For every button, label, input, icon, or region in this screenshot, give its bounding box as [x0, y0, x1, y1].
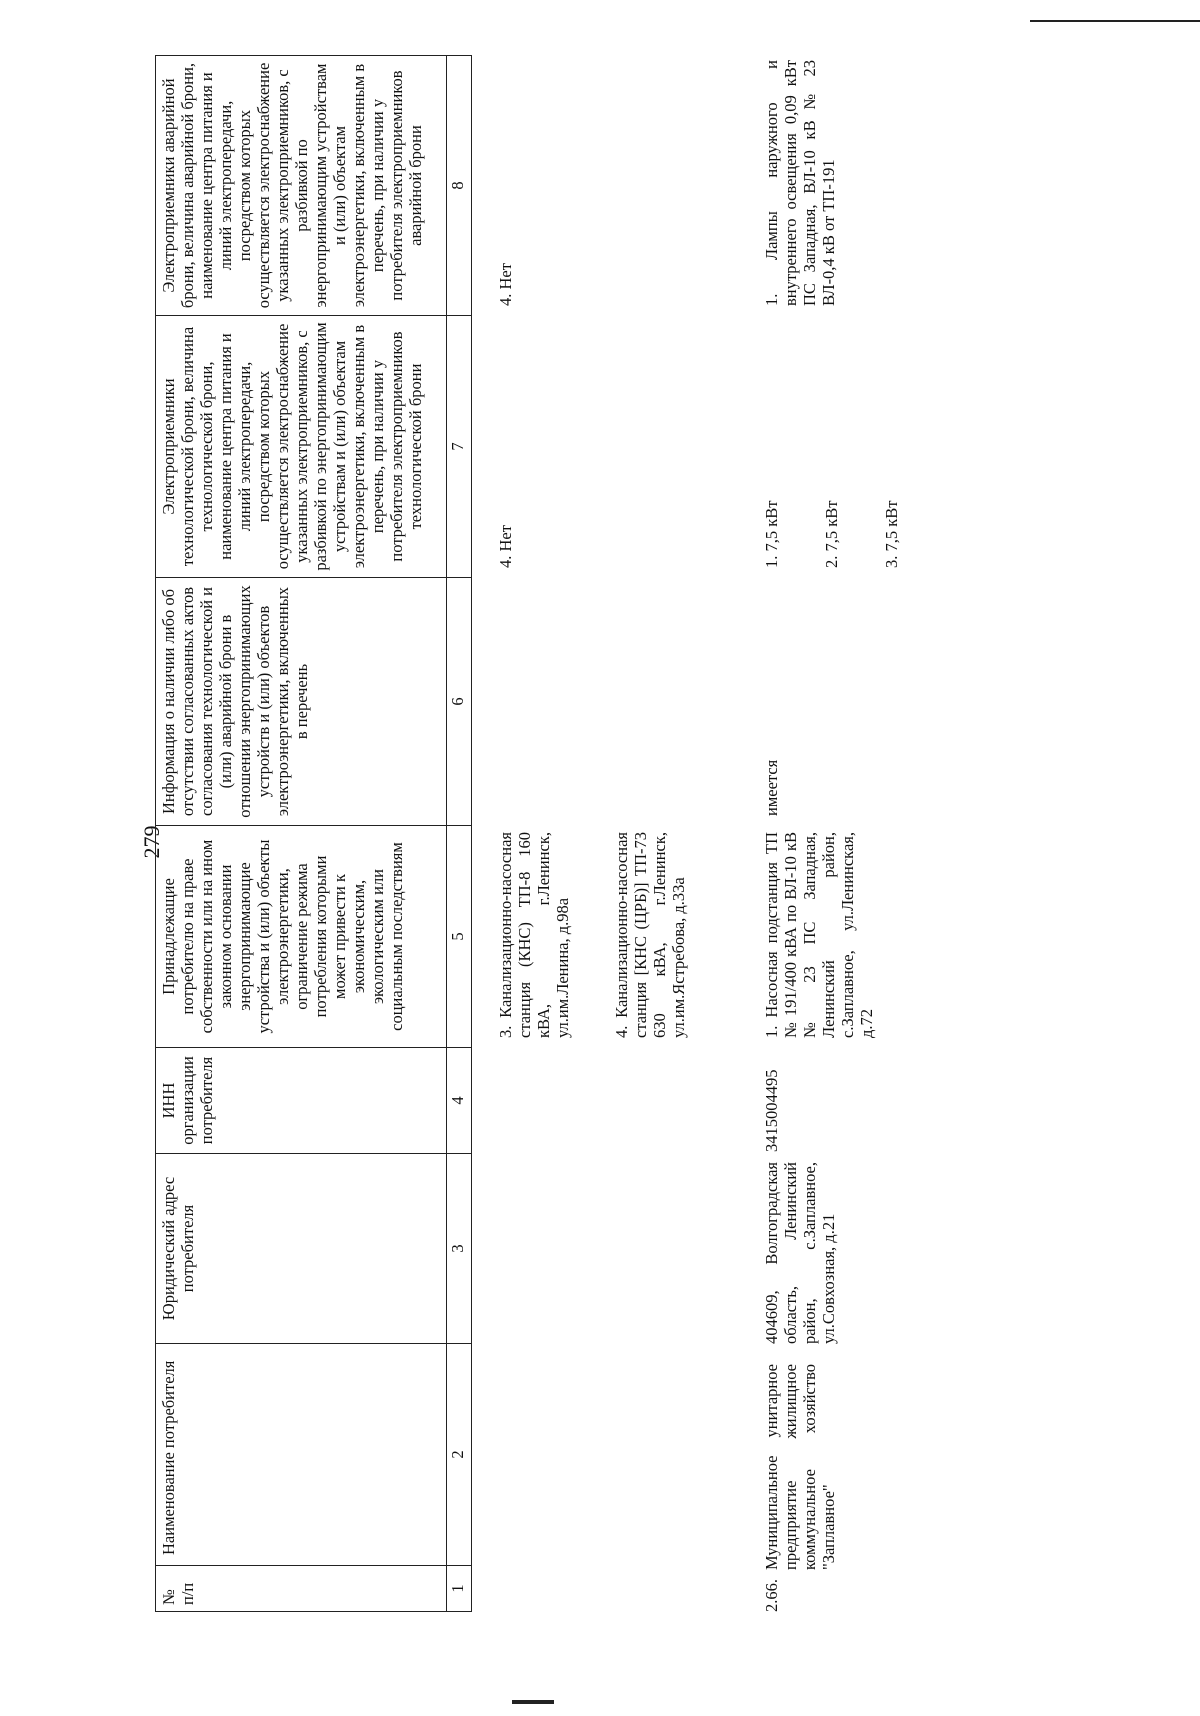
- table-body: [485, 56, 1165, 1612]
- header-devices: Принадлежащие потребителю на праве собственности или на ином законном основании энергопринимающие устройства и (или) объекты электроэнергетики, ограничение режима потребления которыми может привести к экономическим, экологическим или социальным последствиям: [156, 826, 447, 1048]
- page-number: 279: [139, 825, 164, 859]
- header-number: № п/п: [156, 1566, 447, 1612]
- col-num-4: 4: [447, 1048, 472, 1154]
- device-item-4: 4. Канализационно-насосная станция [КНС (ЦРБ)] ТП-73 630 кВА, г.Ленинск, ул.им.Ястребова, д.33а: [612, 832, 688, 1038]
- emergency-reserve-item-4: 4. Нет: [496, 263, 515, 306]
- header-row: [156, 56, 447, 1612]
- row-number: 2.66.: [762, 1579, 781, 1612]
- col-num-2: 2: [447, 1344, 472, 1566]
- tech-reserve-item-4: 4. Нет: [496, 525, 515, 568]
- bottom-mark: [512, 1700, 554, 1704]
- header-legal-address: Юридический адрес потребителя: [156, 1154, 447, 1344]
- tech-reserve-1: 1. 7,5 кВт: [762, 500, 781, 568]
- col-num-3: 3: [447, 1154, 472, 1344]
- rotated-page-content: [155, 56, 1155, 1612]
- power-consumers-table: [155, 55, 472, 1612]
- header-tech-reserve: Электроприемники технологической брони, величина технологической брони, наименование центра питания и линий электропередачи, посредством которых осуществляется электроснабжение указанных электроприемников, с разбивкой по энергопринимающим устройствам и (или) объектам электроэнергетики, включенным в перечень, при наличии у потребителя электроприемников технологической брони: [156, 316, 447, 578]
- header-emergency-reserve: Электроприемники аварийной брони, величина аварийной брони, наименование центра питания и линий электропередачи, посредством которых осуществляется электроснабжение указанных электроприемников, с разбивкой по энергопринимающим устройствам и (или) объектам электроэнергетики, включенным в перечень, при наличии у потребителя электроприемников аварийной брони: [156, 56, 447, 316]
- column-number-row: [447, 56, 472, 1612]
- header-acts-info: Информация о наличии либо об отсутствии согласованных актов согласования технологической и (или) аварийной брони в отношении энергопринимающих устройств и (или) объектов электроэнергетики, включенных в перечень: [156, 578, 447, 826]
- col-num-5: 5: [447, 826, 472, 1048]
- device-item-1: 1. Насосная подстанция ТП № 191/400 кВА по ВЛ-10 кВ № 23 ПС Западная, Ленинский район, с.Заплавное, ул.Ленинская, д.72: [762, 832, 876, 1038]
- header-consumer-name: Наименование потребителя: [156, 1344, 447, 1566]
- col-num-1: 1: [447, 1566, 472, 1612]
- col-num-7: 7: [447, 316, 472, 578]
- col-num-8: 8: [447, 56, 472, 316]
- emergency-reserve-1: 1. Лампы наружного и внутреннего освещения 0,09 кВт ПС Западная, ВЛ-10 кВ № 23 ВЛ-0,4 кВ от ТП-191: [762, 60, 838, 306]
- consumer-name: Муниципальное унитарное предприятие жилищное коммунальное хозяйство "Заплавное": [762, 1364, 838, 1570]
- tech-reserve-3: 3. 7,5 кВт: [882, 500, 901, 568]
- col-num-6: 6: [447, 578, 472, 826]
- corner-line: [1030, 20, 1200, 22]
- tech-reserve-2: 2. 7,5 кВт: [822, 500, 841, 568]
- inn-value: 3415004495: [762, 1069, 781, 1152]
- header-inn: ИНН организации потребителя: [156, 1048, 447, 1154]
- acts-status: имеется: [762, 759, 781, 816]
- device-item-3: 3. Канализационно-насосная станция (КНС) ТП-8 160 кВА, г.Ленинск, ул.им.Ленина, д.98а: [496, 832, 572, 1038]
- legal-address: 404609, Волгоградская область, Ленинский район, с.Заплавное, ул.Совхозная, д.21: [762, 1162, 838, 1344]
